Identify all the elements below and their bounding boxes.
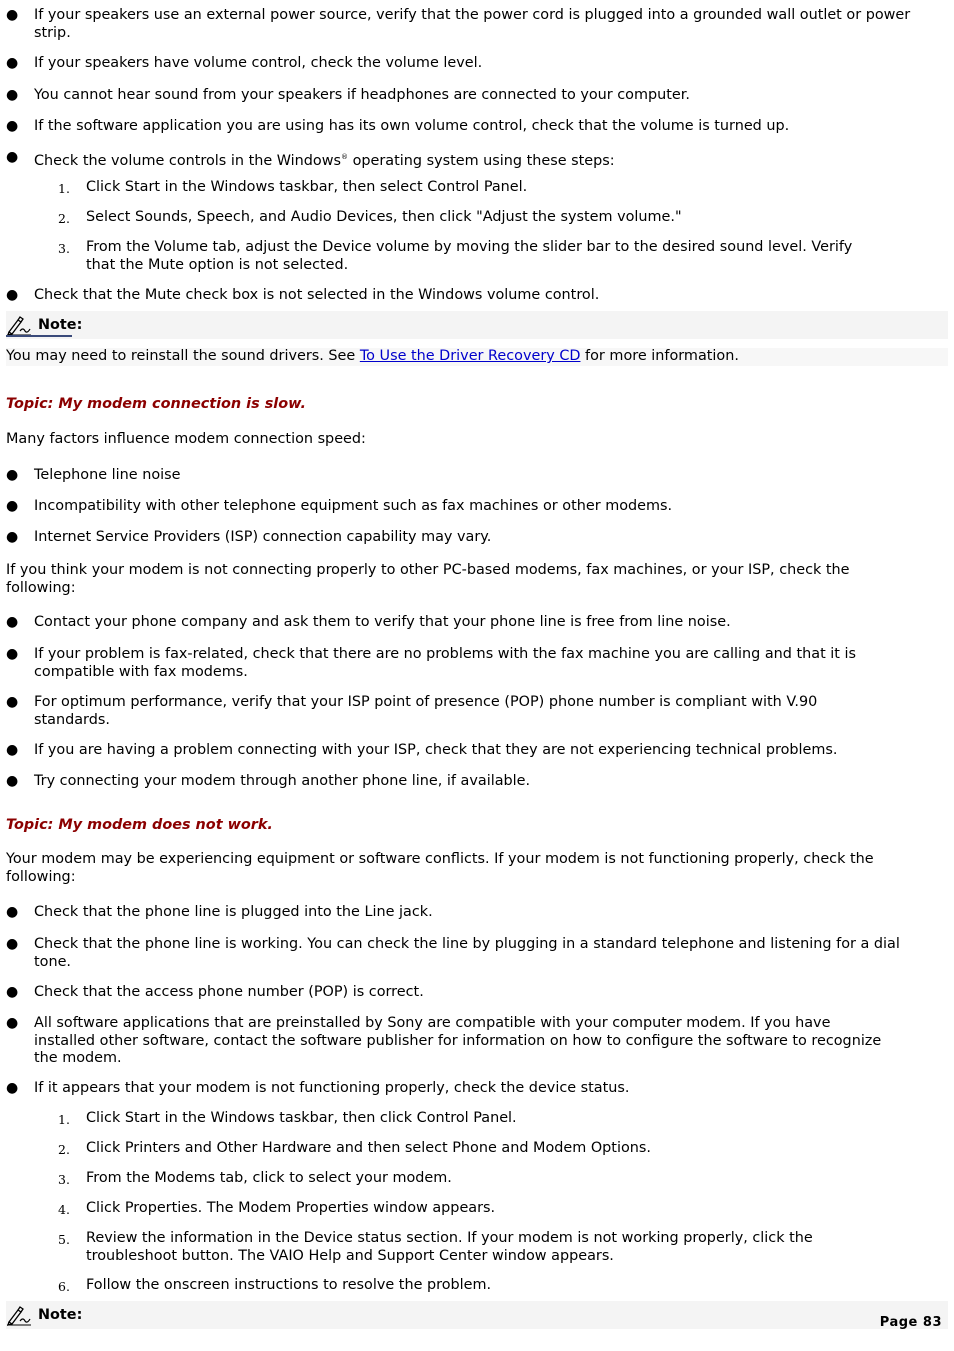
driver-recovery-link[interactable]: To Use the Driver Recovery CD <box>359 348 581 364</box>
bullet-dot: ● <box>6 149 19 165</box>
bullet-dot: ● <box>6 529 19 545</box>
list-item-text: Telephone line noise <box>34 467 181 483</box>
list-item-text: If it appears that your modem is not functioning properly, check the device status. <box>34 1080 630 1096</box>
bullet-dot: ● <box>6 614 19 630</box>
list-item-text: Check that the phone line is plugged into the Line jack. <box>34 904 433 920</box>
step-number: 3. <box>58 241 70 256</box>
step-text: Click Start in the Windows taskbar, then click Control Panel. <box>86 1110 517 1126</box>
list-item-text: You cannot hear sound from your speakers if headphones are connected to your computer. <box>34 87 690 103</box>
pen-writing-icon <box>6 314 32 336</box>
list-item-text: For optimum performance, verify that your ISP point of presence (POP) phone number is compliant with V.90 standards. <box>34 694 818 728</box>
topic-heading: Topic: My modem connection is slow. <box>6 396 306 412</box>
list-item-text: If you are having a problem connecting with your ISP, check that they are not experiencing technical problems. <box>34 742 838 758</box>
note-body <box>6 348 948 366</box>
bullet-dot: ● <box>6 773 19 789</box>
step-number: 5. <box>58 1232 70 1247</box>
bullet-dot: ● <box>6 742 19 758</box>
bullet-dot: ● <box>6 984 19 1000</box>
list-item-text: Check that the Mute check box is not selected in the Windows volume control. <box>34 287 600 303</box>
step-number: 6. <box>58 1279 70 1294</box>
windows-bullet-text-post: operating system using these steps: <box>348 152 615 169</box>
note-header <box>6 1301 948 1329</box>
windows-bullet-text: Check the volume controls in the Windows <box>34 152 341 169</box>
page-number: Page 83 <box>879 1315 942 1330</box>
pen-writing-icon <box>6 1304 32 1326</box>
list-item-text: Check that the access phone number (POP) is correct. <box>34 984 424 1000</box>
list-item-text: Internet Service Providers (ISP) connection capability may vary. <box>34 529 492 545</box>
step-text: Follow the onscreen instructions to resolve the problem. <box>86 1277 492 1293</box>
step-number: 3. <box>58 1172 70 1187</box>
note-label: Note: <box>38 317 83 333</box>
paragraph: Many factors influence modem connection speed: <box>6 431 366 447</box>
note-text-post: for more information. <box>580 348 739 364</box>
list-item-text: Try connecting your modem through another phone line, if available. <box>34 773 531 789</box>
bullet-dot: ● <box>6 55 19 71</box>
list-item-text: Incompatibility with other telephone equipment such as fax machines or other modems. <box>34 498 673 514</box>
step-text: Select Sounds, Speech, and Audio Devices, then click "Adjust the system volume." <box>86 209 682 225</box>
step-text: From the Modems tab, click to select your modem. <box>86 1170 452 1186</box>
step-text: Click Properties. The Modem Properties window appears. <box>86 1200 496 1216</box>
bullet-dot: ● <box>6 118 19 134</box>
list-item-text: If your speakers have volume control, check the volume level. <box>34 55 483 71</box>
list-item-text: If your speakers use an external power source, verify that the power cord is plugged into a grounded wall outlet or power strip. <box>34 7 911 41</box>
step-text: Review the information in the Device status section. If your modem is not working properly, click the troubleshoot button. The VAIO Help and Support Center window appears. <box>86 1230 813 1264</box>
bullet-dot: ● <box>6 646 19 662</box>
paragraph: Your modem may be experiencing equipment or software conflicts. If your modem is not functioning properly, check the following: <box>6 851 874 885</box>
step-text: Click Printers and Other Hardware and then select Phone and Modem Options. <box>86 1140 651 1156</box>
bullet-dot: ● <box>6 936 19 952</box>
list-item-text: If your problem is fax-related, check that there are no problems with the fax machine you are calling and that it is compatible with fax modems. <box>34 646 857 680</box>
bullet-dot: ● <box>6 87 19 103</box>
step-text: Click Start in the Windows taskbar, then select Control Panel. <box>86 179 528 195</box>
step-number: 1. <box>58 181 70 196</box>
note-label: Note: <box>38 1307 83 1323</box>
bullet-dot: ● <box>6 694 19 710</box>
bullet-dot: ● <box>6 904 19 920</box>
list-item-text: All software applications that are preinstalled by Sony are compatible with your computer modem. If you have installed other software, contact the software publisher for information on how to configure the software to recognize the modem. <box>34 1015 882 1066</box>
bullet-dot: ● <box>6 1080 19 1096</box>
list-item-text: If the software application you are using has its own volume control, check that the volume is turned up. <box>34 118 790 134</box>
step-text: From the Volume tab, adjust the Device volume by moving the slider bar to the desired sound level. Verify that the Mute option is not selected. <box>86 239 853 273</box>
list-item-text <box>34 149 918 170</box>
bullet-dot: ● <box>6 7 19 23</box>
note-header <box>6 311 948 339</box>
step-number: 2. <box>58 211 70 226</box>
bullet-dot: ● <box>6 1015 19 1031</box>
registered-mark: ® <box>341 153 348 161</box>
paragraph: If you think your modem is not connecting properly to other PC-based modems, fax machines, or your ISP, check the following: <box>6 562 850 596</box>
list-item-text: Contact your phone company and ask them to verify that your phone line is free from line noise. <box>34 614 731 630</box>
step-number: 1. <box>58 1112 70 1127</box>
list-item-text: Check that the phone line is working. You can check the line by plugging in a standard telephone and listening for a dial tone. <box>34 936 900 970</box>
bullet-dot: ● <box>6 467 19 483</box>
step-number: 4. <box>58 1202 70 1217</box>
note-text: You may need to reinstall the sound drivers. See <box>6 348 360 364</box>
topic-heading: Topic: My modem does not work. <box>6 817 273 833</box>
step-number: 2. <box>58 1142 70 1157</box>
bullet-dot: ● <box>6 287 19 303</box>
note-underline <box>6 335 72 337</box>
bullet-dot: ● <box>6 498 19 514</box>
